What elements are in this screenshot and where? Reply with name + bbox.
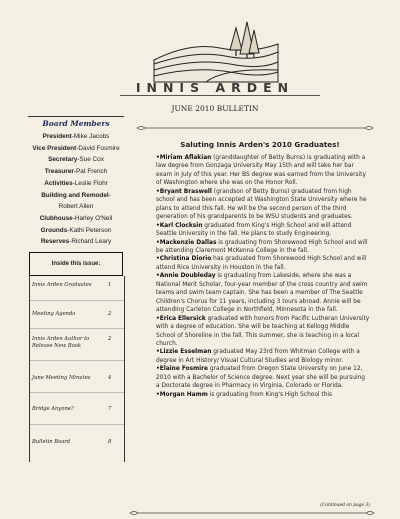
toc-label: Innis Arden Author to Release New Book [32, 336, 90, 349]
toc-divider [30, 300, 124, 301]
graduate-entry: •Karl Clocksin graduated from King's High School and will attend Seattle University in the fall. He plans to study Engineering. [156, 222, 352, 238]
toc-divider [30, 392, 124, 393]
toc-label: Bulletin Board [32, 439, 71, 445]
board-member: Treasurer-Pat French [44, 168, 108, 176]
continued-note: (Continued on page 3) [320, 503, 370, 508]
toc-page: 8 [108, 439, 112, 445]
board-members-panel [28, 116, 124, 248]
masthead-divider [120, 95, 320, 96]
board-member: Reserves-Richard Leary [40, 238, 112, 246]
board-top-rule [28, 116, 124, 117]
table-of-contents [29, 276, 125, 462]
article-title: Saluting Innis Arden's 2010 Graduates! [180, 140, 340, 149]
toc-divider [30, 360, 124, 361]
graduates-article [156, 154, 370, 399]
toc-divider [30, 328, 124, 329]
board-member: Robert Allen [58, 203, 94, 211]
graduate-entry: •Erica Ellersick graduated with honors from Pacific Lutheran University with a degree of education. She will be teaching at Kellogg Middle School of Shoreline in the fall. This summer, she is teaching in a local church. [156, 315, 370, 347]
toc-label: June Meeting Minutes [32, 375, 91, 381]
inside-this-issue-heading: Inside this issue: [29, 252, 123, 276]
board-member: Activities-Leslie Flohr [44, 179, 108, 187]
toc-label: Meeting Agenda [32, 311, 76, 317]
toc-page: 4 [108, 375, 112, 381]
bulletin-date: JUNE 2010 BULLETIN [171, 104, 259, 113]
graduate-entry: •Lizzie Esselman graduated May 23rd from Whitman College with a degree in Art History/ Visual Cultural Studies and Biology minor. [156, 349, 360, 364]
toc-page: 1 [108, 282, 112, 288]
toc-page: 2 [108, 336, 112, 342]
innis-arden-logo [150, 20, 282, 88]
toc-label: Innis Arden Graduates [32, 282, 92, 288]
board-members-heading: Board Members [42, 119, 110, 128]
board-member: Vice President-David Fosmire [32, 144, 120, 152]
graduate-entry: •Elaine Fosmire graduated from Oregon State University on June 12, 2010 with a Bachelor of Science degree. Next year she will be pursuing a Doctorate degree in Pharmacy in Virginia, Colorado or Florida. [156, 366, 366, 390]
toc-page: 2 [108, 311, 112, 317]
bottom-ornamental-divider [128, 510, 376, 516]
masthead-title: INNIS ARDEN [135, 80, 295, 95]
toc-divider [30, 424, 124, 425]
graduate-entry: •Annie Doubleday is graduating from Lakeside, where she was a National Merit Scholar, four-year member of the cross country and swim teams and swim team captain. She has been a member of The Seattle Children's Chorus for 11 years, including 3 tours abroad. Annie will be attending Carleton College in Northfield, Minnesota in the fall. [156, 273, 368, 314]
graduate-entry: •Christina Diorio has graduated from Shorewood High School and will attend Rice University in Houston in the fall. [156, 256, 367, 271]
graduate-entry: •Miriam Aflakian (granddaughter of Betty Burns) is graduating with a law degree from Gonzaga University May 15th and will take her bar exam in July of this year. Her BS degree was earned from the University of Washington where she was on the Honor Roll. [156, 155, 366, 187]
board-member: Grounds-Kathi Peterson [40, 226, 112, 234]
board-member: Secretary-Sue Cox [48, 156, 104, 164]
graduate-entry: •Mackenzie Dallas is graduating from Shorewood High School and will be attending Claremont McKenna College in the fall. [156, 239, 368, 254]
graduate-entry: •Morgan Hamm is graduating from King's High School this [156, 391, 333, 398]
board-member: President-Mike Jacobs [42, 133, 110, 140]
ornamental-divider [135, 125, 375, 131]
toc-label: Bridge Anyone? [32, 406, 74, 412]
board-member: Building and Remodel- [41, 191, 111, 199]
toc-page: 7 [108, 406, 112, 412]
graduate-entry: •Bryant Braswell (grandson of Betty Burns) graduated from high school and has been accepted at Washington State University where he plans to attend this fall. He will be the second person of the third generation of his grandparents to be WSU students and graduates. [156, 188, 367, 221]
board-member: Clubhouse-Harley O'Neil [39, 214, 113, 222]
